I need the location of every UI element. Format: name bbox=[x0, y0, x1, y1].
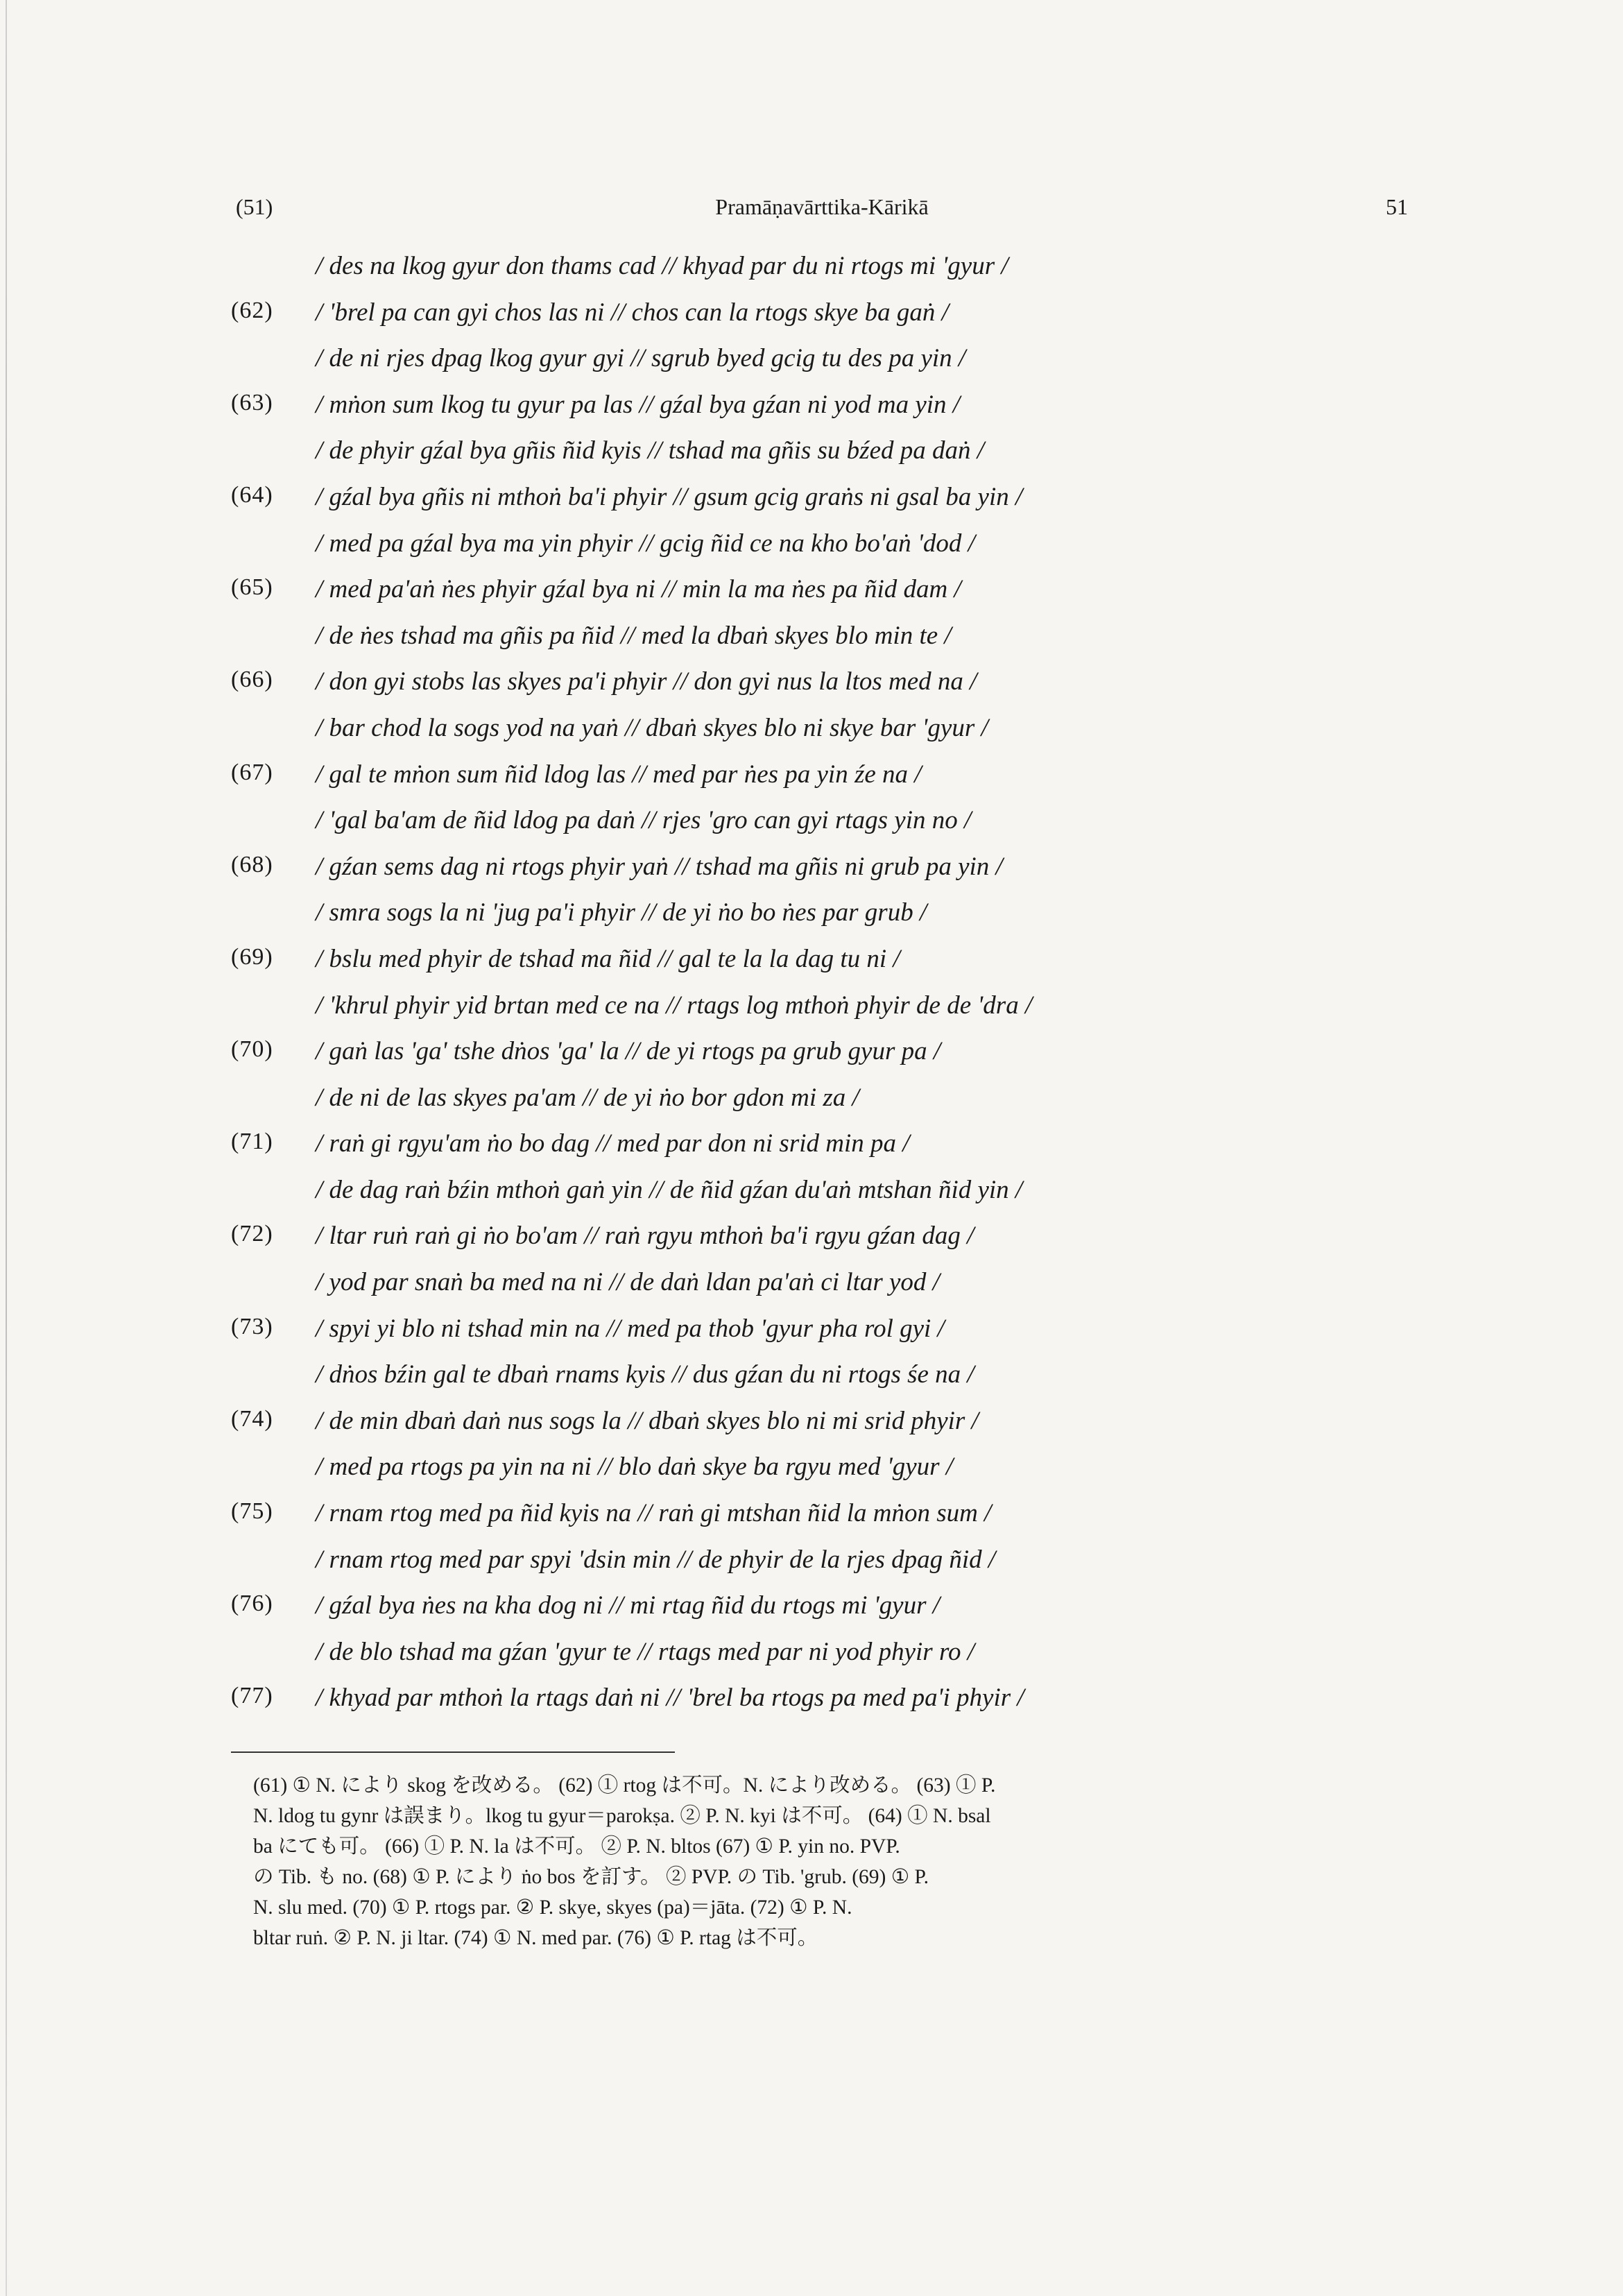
verse-text: / de dag raṅ bźin mthoṅ gaṅ yin // de ñid gźan du'aṅ mtshan ñid yin / bbox=[316, 1175, 1023, 1204]
verse-text: / gźan sems dag ni rtogs phyir yaṅ // tshad ma gñis ni grub pa yin / bbox=[316, 852, 1003, 881]
verse-number: (63) bbox=[231, 389, 273, 415]
verse-number: (69) bbox=[231, 943, 273, 970]
verse-text: / 'khrul phyir yid brtan med ce na // rtags log mthoṅ phyir de de 'dra / bbox=[316, 991, 1033, 1020]
verse-number: (68) bbox=[231, 851, 273, 877]
verse-text: / 'gal ba'am de ñid ldog pa daṅ // rjes 'gro can gyi rtags yin no / bbox=[316, 806, 972, 835]
verse-text: / 'brel pa can gyi chos las ni // chos can la rtogs skye ba gaṅ / bbox=[316, 298, 949, 327]
verse-line bbox=[0, 1452, 1623, 1498]
verse-number: (73) bbox=[231, 1313, 273, 1339]
verse-line bbox=[0, 621, 1623, 667]
verse-text: / med pa'aṅ ṅes phyir gźal bya ni // min la ma ṅes pa ñid dam / bbox=[316, 575, 961, 604]
verse-block bbox=[0, 251, 1623, 1729]
verse-line bbox=[0, 991, 1623, 1037]
verse-line bbox=[0, 760, 1623, 806]
verse-text: / de phyir gźal bya gñis ñid kyis // tshad ma gñis su bźed pa daṅ / bbox=[316, 436, 985, 465]
verse-line bbox=[0, 1683, 1623, 1729]
verse-text: / de min dbaṅ daṅ nus sogs la // dbaṅ skyes blo ni mi srid phyir / bbox=[316, 1406, 979, 1435]
verse-text: / spyi yi blo ni tshad min na // med pa thob 'gyur pha rol gyi / bbox=[316, 1314, 945, 1343]
running-title: Pramāṇavārttika-Kārikā bbox=[715, 194, 929, 219]
verse-line bbox=[0, 1267, 1623, 1314]
verse-line bbox=[0, 343, 1623, 390]
verse-line bbox=[0, 1591, 1623, 1637]
footnote-line: N. ldog tu gynr は誤まり。lkog tu gyur＝parokṣa. ② P. N. kyi は不可。 (64) ① N. bsal bbox=[253, 1805, 991, 1827]
verse-text: / med pa rtogs pa yin na ni // blo daṅ skye ba rgyu med 'gyur / bbox=[316, 1453, 954, 1482]
verse-number: (65) bbox=[231, 574, 273, 601]
verse-text: / bslu med phyir de tshad ma ñid // gal te la la dag tu ni / bbox=[316, 944, 900, 973]
verse-text: / raṅ gi rgyu'am ṅo bo dag // med par don ni srid min pa / bbox=[316, 1129, 910, 1158]
verse-line bbox=[0, 436, 1623, 482]
page-number: 51 bbox=[1386, 194, 1408, 219]
verse-text: / smra sogs la ni 'jug pa'i phyir // de yi ṅo bo ṅes par grub / bbox=[316, 898, 927, 927]
verse-line bbox=[0, 1083, 1623, 1129]
verse-text: / de ni rjes dpag lkog gyur gyi // sgrub byed gcig tu des pa yin / bbox=[316, 344, 966, 373]
verse-text: / rnam rtog med pa ñid kyis na // raṅ gi mtshan ñid la mṅon sum / bbox=[316, 1499, 992, 1528]
verse-text: / gaṅ las 'ga' tshe dṅos 'ga' la // de yi rtogs pa grub gyur pa / bbox=[316, 1037, 941, 1066]
verse-number: (70) bbox=[231, 1036, 273, 1063]
verse-number: (77) bbox=[231, 1683, 273, 1709]
verse-line bbox=[0, 298, 1623, 344]
page-header bbox=[236, 194, 1408, 229]
verse-line bbox=[0, 1406, 1623, 1453]
footnote-line: N. slu med. (70) ① P. rtogs par. ② P. skye, skyes (pa)＝jāta. (72) ① P. N. bbox=[253, 1896, 852, 1919]
verse-line bbox=[0, 944, 1623, 991]
verse-line bbox=[0, 482, 1623, 529]
verse-text: / de blo tshad ma gźan 'gyur te // rtags med par ni yod phyir ro / bbox=[316, 1637, 975, 1666]
verse-line bbox=[0, 1221, 1623, 1267]
verse-number: (72) bbox=[231, 1221, 273, 1247]
verse-line bbox=[0, 1360, 1623, 1406]
verse-text: / don gyi stobs las skyes pa'i phyir // don gyi nus la ltos med na / bbox=[316, 667, 977, 696]
verse-line bbox=[0, 667, 1623, 713]
verse-line bbox=[0, 713, 1623, 760]
verse-line bbox=[0, 1498, 1623, 1545]
verse-line bbox=[0, 1637, 1623, 1684]
verse-text: / mṅon sum lkog tu gyur pa las // gźal bya gźan ni yod ma yin / bbox=[316, 390, 961, 419]
verse-number: (64) bbox=[231, 481, 273, 508]
verse-text: / dṅos bźin gal te dbaṅ rnams kyis // dus gźan du ni rtogs śe na / bbox=[316, 1360, 974, 1389]
verse-text: / yod par snaṅ ba med na ni // de daṅ ldan pa'aṅ ci ltar yod / bbox=[316, 1268, 940, 1297]
verse-number: (71) bbox=[231, 1129, 273, 1155]
footnote-line: の Tib. も no. (68) ① P. により ṅo bos を訂す。 ② PVP. の Tib. 'grub. (69) ① P. bbox=[253, 1866, 929, 1888]
verse-text: / med pa gźal bya ma yin phyir // gcig ñid ce na kho bo'aṅ 'dod / bbox=[316, 529, 975, 558]
verse-text: / gźal bya ṅes na kha dog ni // mi rtag ñid du rtogs mi 'gyur / bbox=[316, 1591, 941, 1620]
verse-text: / des na lkog gyur don thams cad // khyad par du ni rtogs mi 'gyur / bbox=[316, 252, 1008, 280]
footnote-rule bbox=[231, 1751, 675, 1753]
verse-number: (74) bbox=[231, 1405, 273, 1432]
footnotes bbox=[253, 1770, 1425, 1953]
verse-line bbox=[0, 852, 1623, 898]
verse-number: (66) bbox=[231, 667, 273, 693]
footnote-line: ba にても可。 (66) ① P. N. la は不可。 ② P. N. bltos (67) ① P. yin no. PVP. bbox=[253, 1835, 900, 1858]
footnote-line: bltar ruṅ. ② P. N. ji ltar. (74) ① N. med par. (76) ① P. rtag は不可。 bbox=[253, 1927, 818, 1949]
verse-line bbox=[0, 529, 1623, 575]
verse-text: / de ni de las skyes pa'am // de yi ṅo bor gdon mi za / bbox=[316, 1083, 859, 1112]
verse-line bbox=[0, 1129, 1623, 1175]
verse-text: / de ṅes tshad ma gñis pa ñid // med la dbaṅ skyes blo min te / bbox=[316, 621, 952, 650]
verse-line bbox=[0, 1175, 1623, 1222]
verse-number: (62) bbox=[231, 297, 273, 323]
verse-line bbox=[0, 1036, 1623, 1083]
verse-line bbox=[0, 390, 1623, 436]
verse-number: (67) bbox=[231, 759, 273, 785]
verse-number: (75) bbox=[231, 1498, 273, 1525]
verse-line bbox=[0, 251, 1623, 298]
verse-text: / rnam rtog med par spyi 'dsin min // de phyir de la rjes dpag ñid / bbox=[316, 1545, 996, 1574]
verse-line bbox=[0, 805, 1623, 852]
verse-line bbox=[0, 574, 1623, 621]
verse-line bbox=[0, 898, 1623, 944]
verse-text: / khyad par mthoṅ la rtags daṅ ni // 'brel ba rtogs pa med pa'i phyir / bbox=[316, 1684, 1024, 1713]
verse-text: / gźal bya gñis ni mthoṅ ba'i phyir // gsum gcig graṅs ni gsal ba yin / bbox=[316, 482, 1023, 511]
verse-text: / gal te mṅon sum ñid ldog las // med par ṅes pa yin źe na / bbox=[316, 760, 922, 789]
verse-text: / bar chod la sogs yod na yaṅ // dbaṅ skyes blo ni skye bar 'gyur / bbox=[316, 713, 988, 742]
section-number: (51) bbox=[236, 194, 273, 219]
verse-line bbox=[0, 1314, 1623, 1360]
footnote-line: (61) ① N. により skog を改める。 (62) ① rtog は不可。N. により改める。 (63) ① P. bbox=[253, 1774, 996, 1797]
verse-number: (76) bbox=[231, 1591, 273, 1617]
verse-line bbox=[0, 1545, 1623, 1591]
verse-text: / ltar ruṅ raṅ gi ṅo bo'am // raṅ rgyu mthoṅ ba'i rgyu gźan dag / bbox=[316, 1222, 974, 1251]
